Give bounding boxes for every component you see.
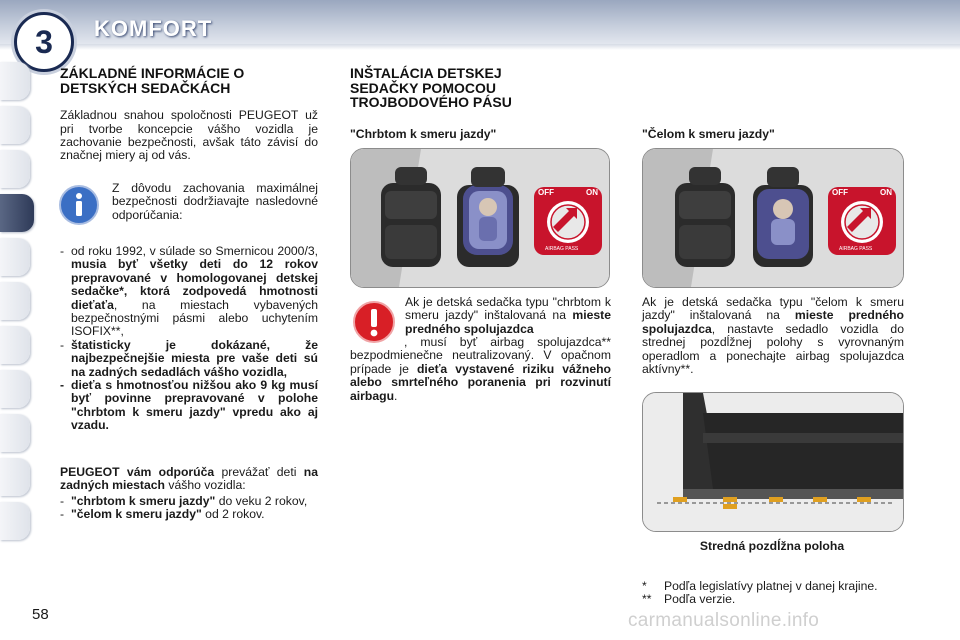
option-text: od 2 rokov. xyxy=(201,507,265,522)
figure-caption: "Čelom k smeru jazdy" xyxy=(642,127,775,141)
airbag-off-label: OFF xyxy=(832,188,848,197)
list-item xyxy=(60,508,318,521)
airbag-pass-label: AIRBAG PASS xyxy=(545,246,579,252)
chapter-tab-5[interactable] xyxy=(0,238,30,276)
list-item xyxy=(60,339,318,379)
recommendation-bold: na zadných miestach xyxy=(60,465,318,493)
footnote-marker: ** xyxy=(642,592,652,607)
heading-line: DETSKÝCH SEDAČKÁCH xyxy=(60,79,231,96)
footnote-item xyxy=(642,593,904,606)
watermark: carmanualsonline.info xyxy=(628,610,820,631)
warning-bold: mieste predného spolujazdca xyxy=(405,308,611,336)
chapter-tab-10[interactable] xyxy=(0,458,30,496)
chapter-tab-4-active[interactable] xyxy=(0,194,34,232)
paragraph-bold: mieste predného spolujazdca xyxy=(642,308,904,336)
figure-caption: "Chrbtom k smeru jazdy" xyxy=(350,127,497,141)
section-heading-installation xyxy=(350,66,610,110)
forward-facing-paragraph xyxy=(642,296,904,376)
chapter-tab-8[interactable] xyxy=(0,370,30,408)
chapter-tab-11[interactable] xyxy=(0,502,30,540)
bullet-text: , na miestach vybavených bezpečnostnými pásmi alebo uchytením ISOFIX**, xyxy=(71,297,318,339)
airbag-on-label: ON xyxy=(880,188,892,197)
seat-caption-wrap xyxy=(642,540,902,553)
left-column xyxy=(60,66,318,163)
info-text: Z dôvodu zachovania maximálnej bezpečnosti dodržiavajte nasledovné odporúčania: xyxy=(112,181,318,222)
footnote-text: Podľa legislatívy platnej v danej krajine. xyxy=(664,579,878,593)
bullet-bold-text: dieťa s hmotnosťou nižšou ako 9 kg musí byť povinne prepravované v polohe "chrbtom k smeru jazdy" vpredu ako aj vzadu. xyxy=(71,378,318,433)
bullet-text: od roku 1992, v súlade so Smernicou 2000/3, xyxy=(71,244,318,258)
caption-forward-facing xyxy=(642,128,904,141)
option-text: do veku 2 rokov, xyxy=(215,493,308,508)
warning-plain: Ak je detská sedačka typu "chrbtom k smeru jazdy" inštalovaná na xyxy=(405,295,611,323)
info-icon xyxy=(58,184,100,226)
warning-plain: . xyxy=(394,388,398,403)
recommendation-text xyxy=(60,466,318,493)
chapter-title: KOMFORT xyxy=(94,16,213,41)
list-item xyxy=(60,495,318,508)
footnote-item xyxy=(642,580,904,593)
page-number: 58 xyxy=(32,606,49,623)
chapter-tab-1[interactable] xyxy=(0,62,30,100)
chapter-tab-6[interactable] xyxy=(0,282,30,320)
warning-text-block xyxy=(405,296,611,336)
bullet-marker: - xyxy=(60,378,65,393)
recommendation-plain: prevážať deti xyxy=(214,465,304,479)
footnote-text: Podľa verzie. xyxy=(664,592,736,607)
footnote-marker: * xyxy=(642,579,647,593)
bullet-marker: - xyxy=(60,244,65,258)
recommendation-plain: vášho vozidla: xyxy=(165,478,246,493)
bullet-marker: - xyxy=(60,507,65,522)
warning-plain: , musí byť airbag spolujazdca** bezpodmienečne neutralizovaný. V opačnom prípade je xyxy=(350,335,611,376)
caption-rear-facing xyxy=(350,128,610,141)
warning-text-cont xyxy=(350,336,611,403)
middle-column xyxy=(350,66,610,110)
info-note xyxy=(112,182,318,222)
paragraph-plain: Ak je detská sedačka typu "čelom k smeru jazdy" inštalovaná na xyxy=(642,295,904,323)
option-bold: "chrbtom k smeru jazdy" xyxy=(71,493,216,508)
chapter-tab-7[interactable] xyxy=(0,326,30,364)
heading-line: INŠTALÁCIA DETSKEJ xyxy=(350,65,502,81)
header-divider xyxy=(0,44,960,50)
figure-caption: Stredná pozdĺžna poloha xyxy=(699,539,845,553)
warning-text xyxy=(350,336,611,403)
chapter-number: 3 xyxy=(14,12,74,72)
airbag-on-label: ON xyxy=(586,188,598,197)
chapter-tab-3[interactable] xyxy=(0,150,30,188)
heading-line: ZÁKLADNÉ INFORMÁCIE O xyxy=(60,65,245,81)
bullet-bold-text: musia byť všetky deti do 12 rokov prepravované v homologovanej detskej sedačke*, ktorá zodpovedá hmotnosti dieťaťa xyxy=(71,257,318,312)
chapter-tab-2[interactable] xyxy=(0,106,30,144)
heading-line: SEDAČKY POMOCOU xyxy=(350,79,496,96)
list-item xyxy=(60,379,318,433)
warning-bold: dieťa vystavené riziku vážneho alebo smrteľného poranenia pri rozvinutí airbagu xyxy=(350,361,611,403)
forward-facing-text xyxy=(642,296,904,376)
paragraph-plain: , nastavte sedadlo vozidla do strednej pozdĺžnej polohy s vyrovnaným operadlom a ponechajte airbag spolujazdca aktívny**. xyxy=(642,321,904,377)
left-bullets xyxy=(60,245,318,433)
chapter-tab-9[interactable] xyxy=(0,414,30,452)
warning-text xyxy=(405,296,611,336)
bullet-marker: - xyxy=(60,337,65,352)
recommendation xyxy=(60,466,318,522)
recommendation-bold: PEUGEOT vám odporúča xyxy=(60,465,215,479)
airbag-pass-label: AIRBAG PASS xyxy=(839,246,873,252)
list-item xyxy=(60,245,318,339)
airbag-off-label: OFF xyxy=(538,188,554,197)
intro-paragraph: Základnou snahou spoločnosti PEUGEOT už pri tvorbe koncepcie vášho vozidla je zachovanie bezpečnosti, avšak táto závisí do značnej miery aj od vás. xyxy=(60,108,318,163)
chapter-tabs xyxy=(0,62,36,546)
footnotes xyxy=(642,580,904,607)
section-heading-basics xyxy=(60,66,318,95)
option-bold: "čelom k smeru jazdy" xyxy=(71,507,202,522)
heading-line: TROJBODOVÉHO PÁSU xyxy=(350,94,512,111)
bullet-bold-text: štatisticky je dokázané, že najbezpečnejšie miesta pre vaše deti sú na zadných sedadlách vášho vozidla, xyxy=(71,337,318,379)
bullet-marker: - xyxy=(60,493,65,508)
figure-seat-position xyxy=(642,392,904,532)
